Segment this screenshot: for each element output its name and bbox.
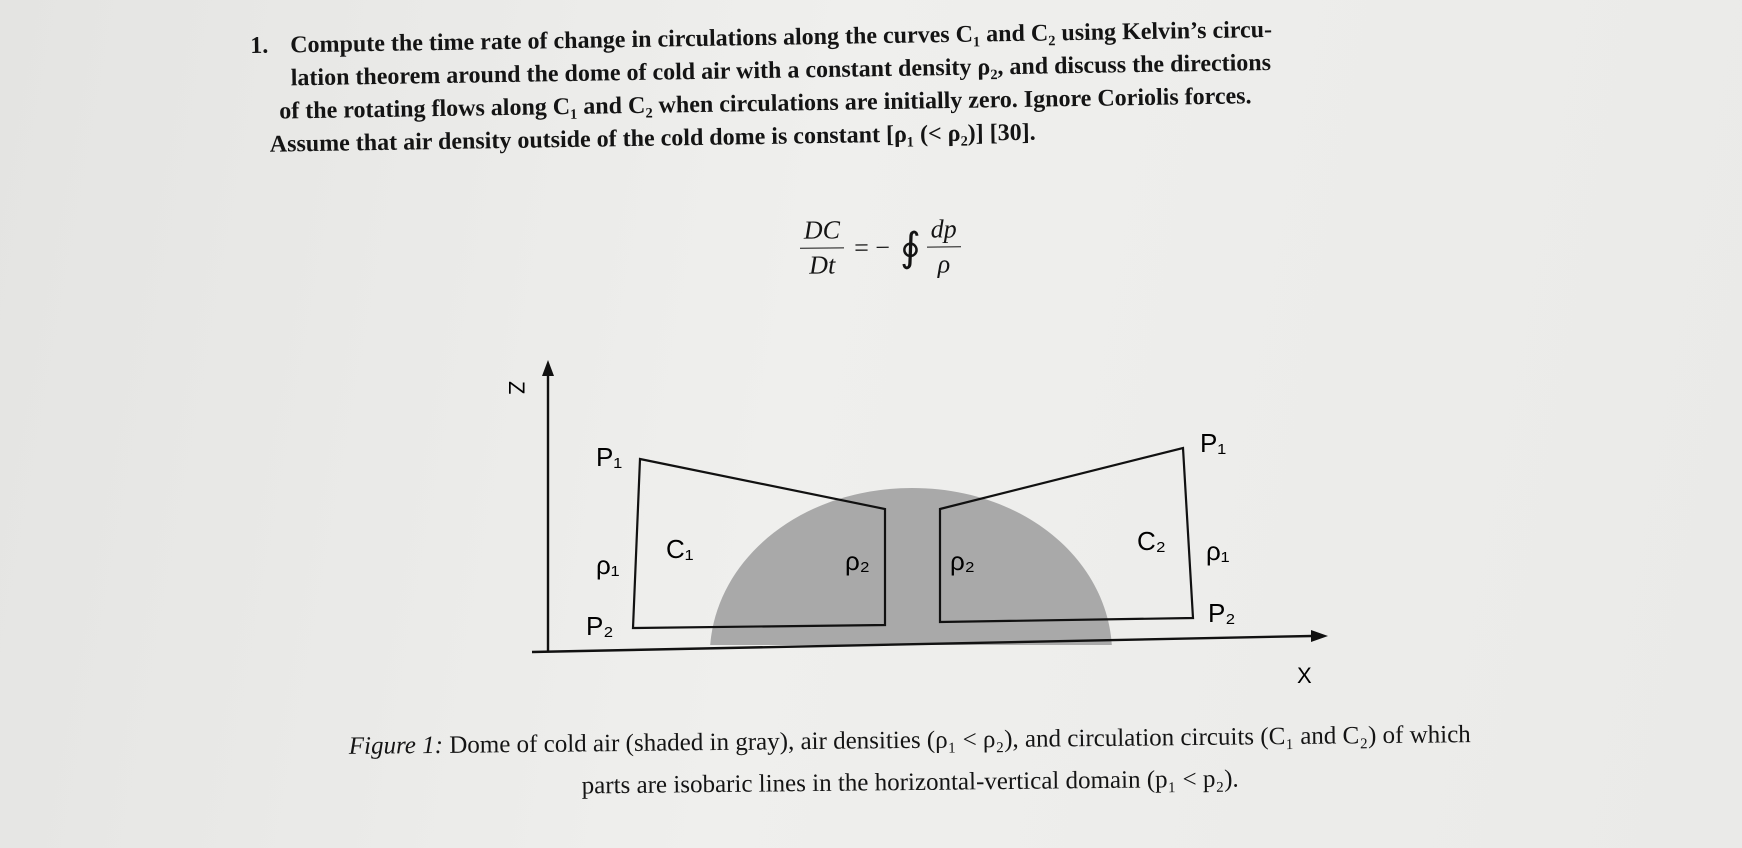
problem-number: 1.	[250, 32, 269, 59]
c1-label: C₁	[666, 534, 694, 564]
caption-text-1: Dome of cold air (shaded in gray), air densities (ρ₁ < ρ₂), and circulation circuits (C₁ and C₂) of which	[449, 721, 1471, 759]
contour-integral-symbol: ∮	[899, 224, 921, 270]
right-pressure-top-label: P₁	[1200, 428, 1227, 458]
left-pressure-bottom-label: P₂	[586, 611, 614, 641]
rhs-numerator: dp	[927, 214, 961, 247]
left-density-label: ρ₁	[596, 550, 620, 580]
lhs-denominator: Dt	[809, 250, 836, 280]
problem-line-3: of the rotating flows along C₁ and C₂ when circulations are initially zero. Ignore Coriolis forces.	[279, 83, 1252, 125]
z-axis-arrow	[542, 360, 554, 376]
left-pressure-top-label: P₁	[596, 442, 623, 472]
z-axis-label: Z	[504, 381, 529, 395]
lhs-numerator: DC	[800, 215, 844, 248]
c2-label: C₂	[1137, 526, 1166, 556]
right-pressure-bottom-label: P₂	[1208, 598, 1236, 628]
problem-line-2: lation theorem around the dome of cold air with a constant density ρ₂, and discuss the directions	[290, 49, 1272, 92]
dome-density-right-label: ρ₂	[950, 546, 975, 576]
right-density-label: ρ₁	[1206, 536, 1230, 566]
caption-line-2: parts are isobaric lines in the horizontal-vertical domain (p₁ < p₂).	[581, 765, 1239, 800]
rhs-denominator: ρ	[937, 249, 951, 279]
x-axis-label: X	[1297, 663, 1312, 688]
cold-air-dome	[710, 488, 1112, 648]
figure-caption	[200, 713, 1621, 812]
dome-density-left-label: ρ₂	[845, 546, 870, 576]
x-axis-arrow	[1311, 630, 1328, 642]
problem-line-4: Assume that air density outside of the cold dome is constant [ρ₁ (< ρ₂)] [30].	[269, 119, 1036, 158]
equals-minus: = −	[853, 232, 891, 262]
problem-line-1: Compute the time rate of change in circulations along the curves C₁ and C₂ using Kelvin’s circu-	[290, 16, 1273, 59]
caption-label: Figure 1:	[348, 731, 444, 760]
